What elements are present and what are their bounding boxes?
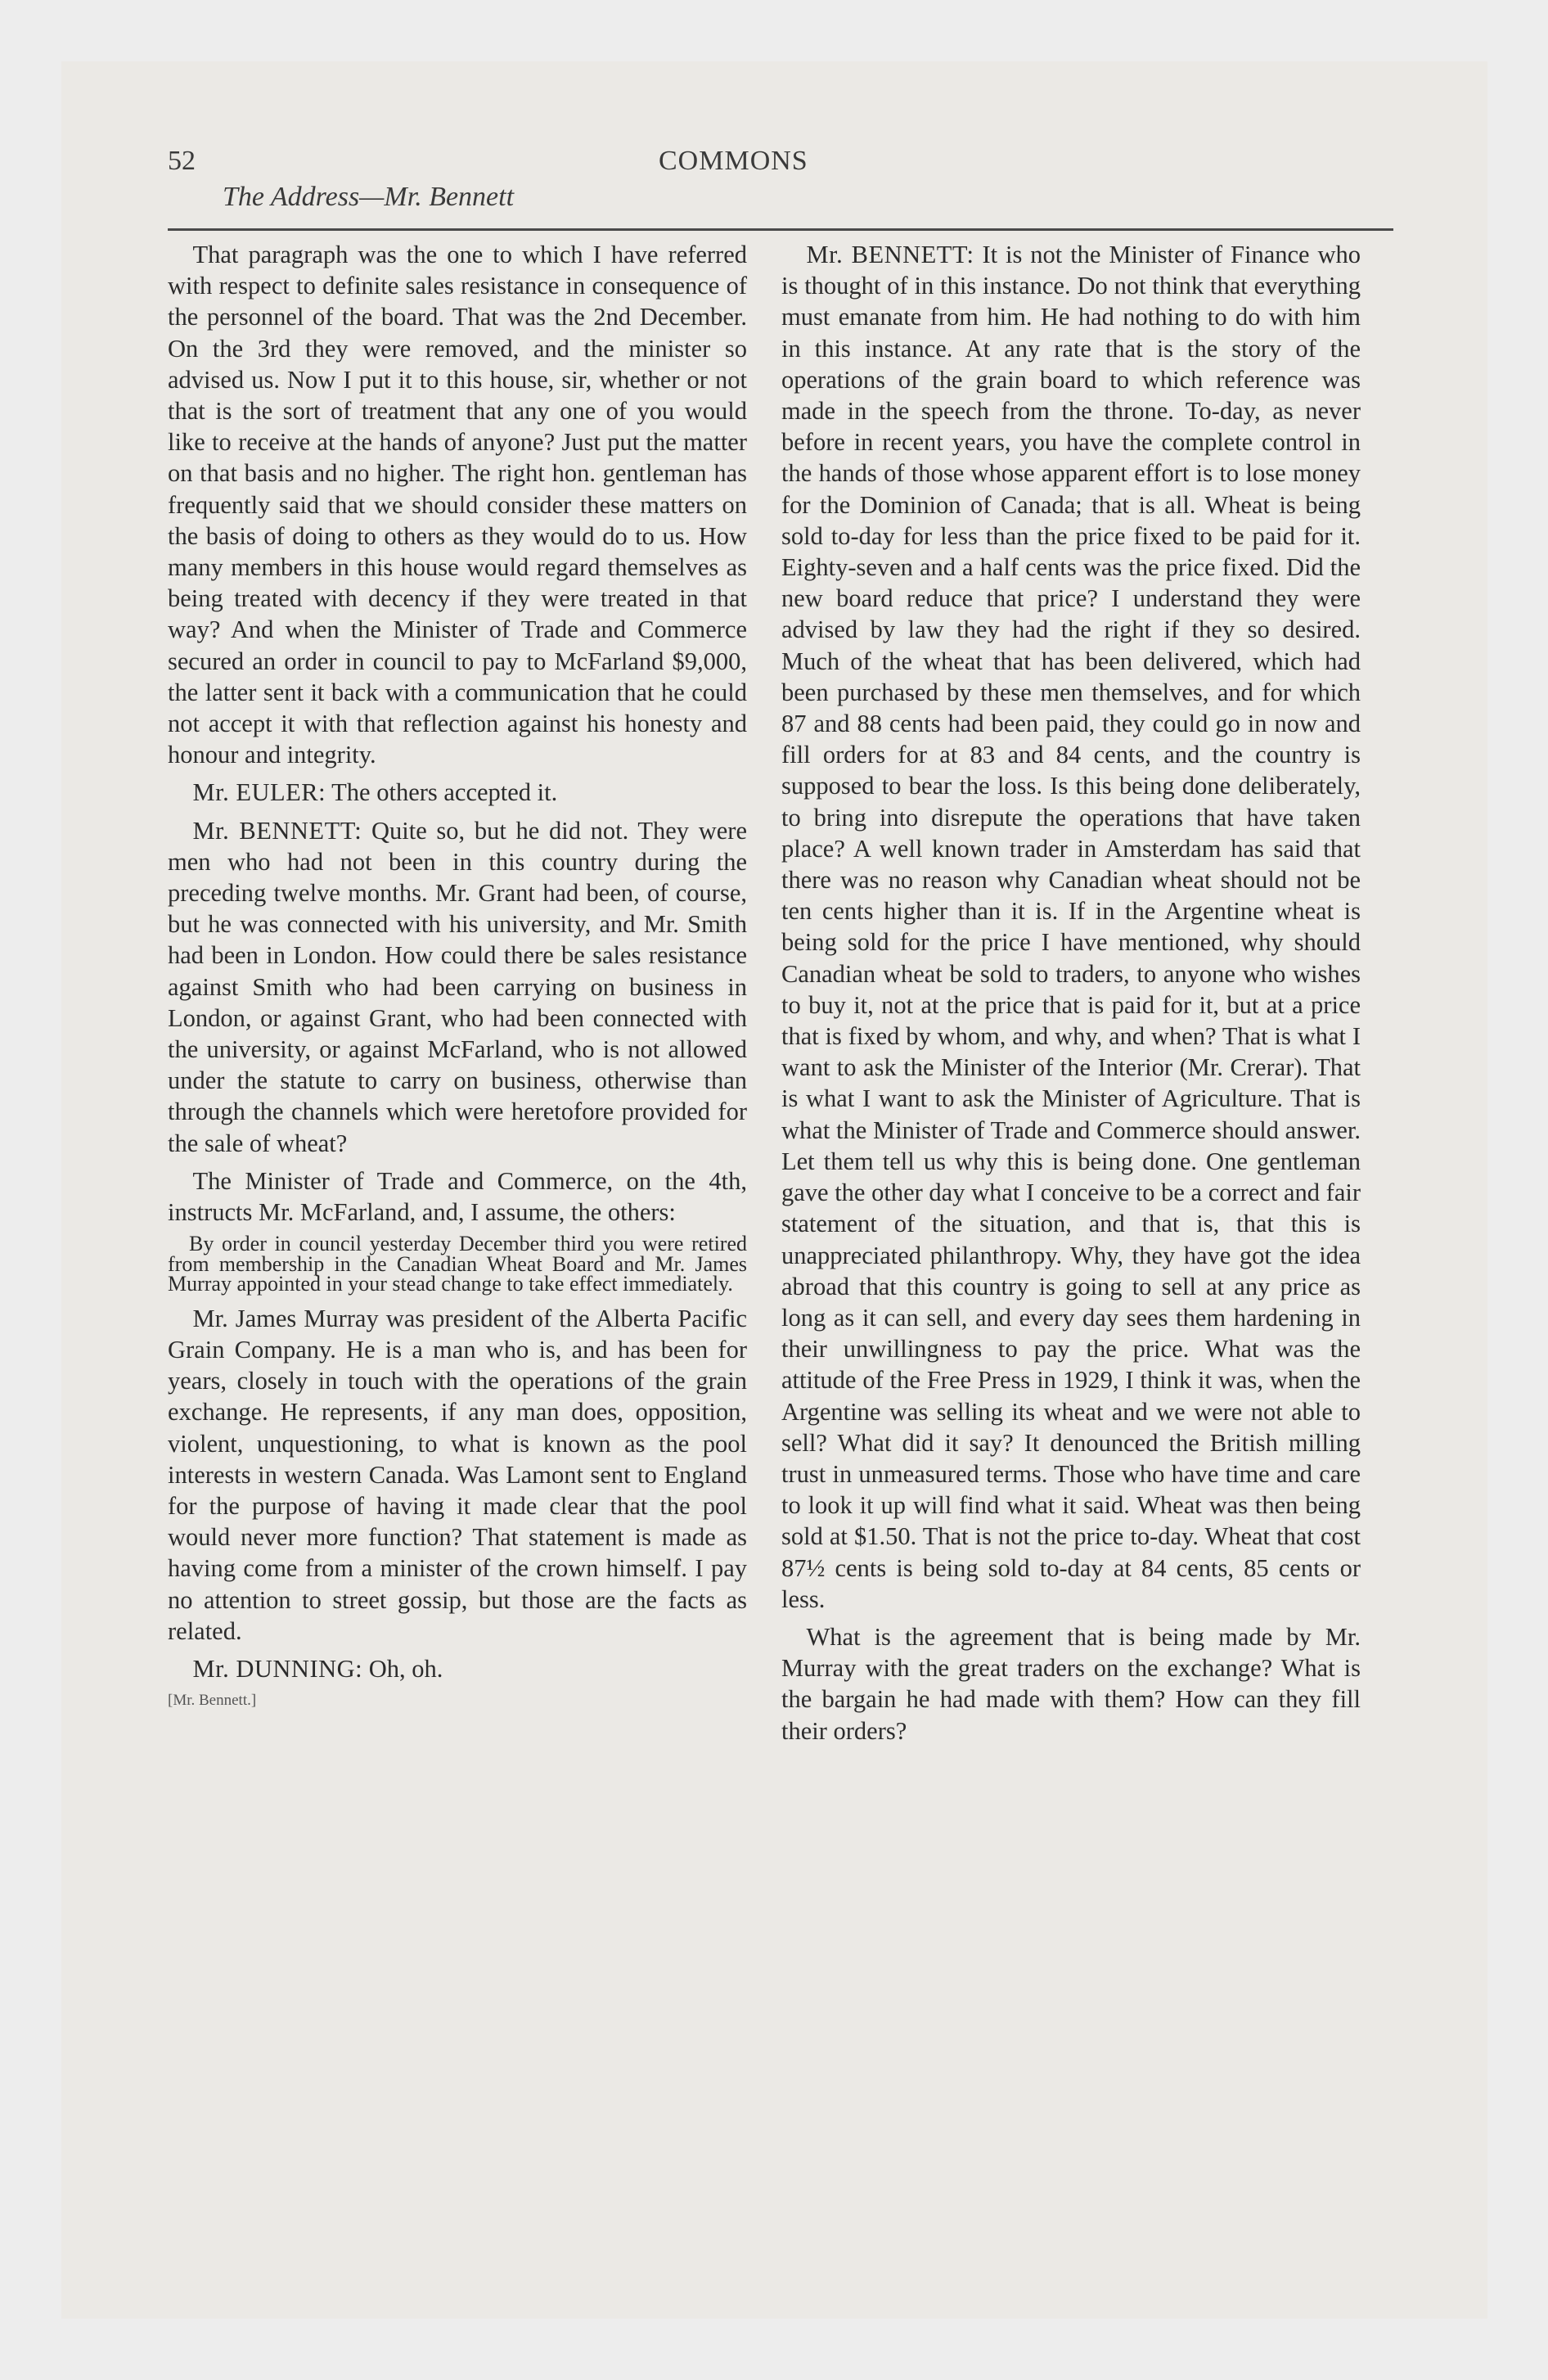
paragraph (168, 777, 747, 808)
paragraph: The Minister of Trade and Commerce, on the 4th, instructs Mr. McFarland, and, I assume, the others: (168, 1166, 747, 1227)
speaker-name: Mr. BENNETT: (806, 241, 974, 268)
paragraph: What is the agreement that is being made by Mr. Murray with the great traders on the exchange? What is the bargain he had made with them? How can they fill their orders? (781, 1622, 1361, 1745)
running-subtitle: The Address—Mr. Bennett (223, 182, 515, 212)
paragraph: That paragraph was the one to which I have referred with respect to definite sales resistance in consequence of the personnel of the board. That was the 2nd December. On the 3rd they were removed, and the minister so advised us. Now I put it to this house, sir, whether or not that is the sort of treatment that any one of you would like to receive at the hands of anyone? Just put the matter on that basis and no higher. The right hon. gentleman has frequently said that we should consider these matters on the basis of doing to others as they would do to us. How many members in this house would regard themselves as being treated with decency if they were treated in that way? And when the Minister of Trade and Commerce secured an order in council to pay to McFarland $9,000, the latter sent it back with a communication that he could not accept it with that reflection against his honesty and honour and integrity. (168, 241, 747, 769)
quoted-order: By order in council yesterday December third you were retired from membership in the Canadian Wheat Board and Mr. James Murray appointed in your stead change to take effect immediately. (168, 1232, 747, 1296)
speech-text: Quite so, but he did not. They were men who had not been in this country during the preceding twelve months. Mr. Grant had been, of course, but he was connected with his university, and Mr. Smith had been in London. How could there be sales resistance against Smith who had been carrying on business in London, or against Grant, who had been connected with the university, or against McFarland, who is not allowed under the statute to carry on business, otherwise than through the channels which were heretofore provided for the sale of wheat? (168, 816, 747, 1157)
speaker-name: Mr. BENNETT: (192, 816, 362, 845)
speech-text: Oh, oh. (368, 1655, 443, 1684)
speaker-name: Mr. EULER: (192, 778, 326, 807)
page-number: 52 (168, 146, 196, 176)
header-rule (168, 228, 1393, 231)
paragraph: Mr. James Murray was president of the Alberta Pacific Grain Company. He is a man who is, and has been for years, closely in touch with the operations of the grain exchange. He represents, if any man does, opposition, violent, unquestioning, to what is known as the pool interests in western Canada. Was Lamont sent to England for the purpose of having it made clear that the pool would never more function? That statement is made as having come from a minister of the crown himself. I pay no attention to street gossip, but those are the facts as related. (168, 1304, 747, 1645)
speaker-name: Mr. DUNNING: (192, 1655, 363, 1684)
left-column (168, 239, 747, 1717)
speech-text: It is not the Minister of Finance who is thought of in this instance. Do not think that everything must emanate from him. He had nothing to do with him in this instance. At any rate that is the story of the operations of the grain board to which reference was made in the speech from the throne. To-day, as never before in recent years, you have the complete control in the hands of those whose apparent effort is to lose money for the Dominion of Canada; that is all. Wheat is being sold to-day for less than the price fixed to be paid for it. Eighty-seven and a half cents was the price fixed. Did the new board reduce that price? I understand they were advised by law they had the right if they so desired. Much of the wheat that has been delivered, which had been purchased by these men themselves, and for which 87 and 88 cents had been paid, they could go in now and fill orders for at 83 and 84 cents, and the country is supposed to bear the loss. Is this being done deliberately, to bring into disrepute the operations that have taken place? A well known trader in Amsterdam has said that there was no reason why Canadian wheat should not be ten cents higher than it is. If in the Argentine wheat is being sold for the price I have mentioned, why should Canadian wheat be sold to traders, to anyone who wishes to buy it, not at the price that is paid for it, but at a price that is fixed by whom, and why, and when? That is what I want to ask the Minister of the Interior (Mr. Crerar). That is what I want to ask the Minister of Agriculture. That is what the Minister of Trade and Commerce should answer. Let them tell us why this is being done. One gentleman gave the other day what I conceive to be a correct and fair statement of the situation, and that is, that this is unappreciated philanthropy. Why, they have got the idea abroad that this country is going to sell at any price as long as it can sell, and every day sees them hardening in their unwillingness to pay the price. What was the attitude of the Free Press in 1929, I think it was, when the Argentine was selling its wheat and we were not able to sell? What did it say? It denounced the British milling trust in unmeasured terms. Those who have time and care to look it up will find what it said. Wheat was then being sold at $1.50. That is not the price to-day. Wheat that cost 87½ cents is being sold to-day at 84 cents, 85 cents or less. (781, 241, 1361, 1613)
running-title: COMMONS (659, 146, 808, 176)
right-column (781, 239, 1361, 1753)
paragraph (781, 239, 1361, 1615)
speech-text: The others accepted it. (331, 778, 558, 807)
paragraph (168, 1653, 747, 1684)
paragraph (168, 815, 747, 1159)
footer-speaker-note: [Mr. Bennett.] (168, 1692, 257, 1710)
